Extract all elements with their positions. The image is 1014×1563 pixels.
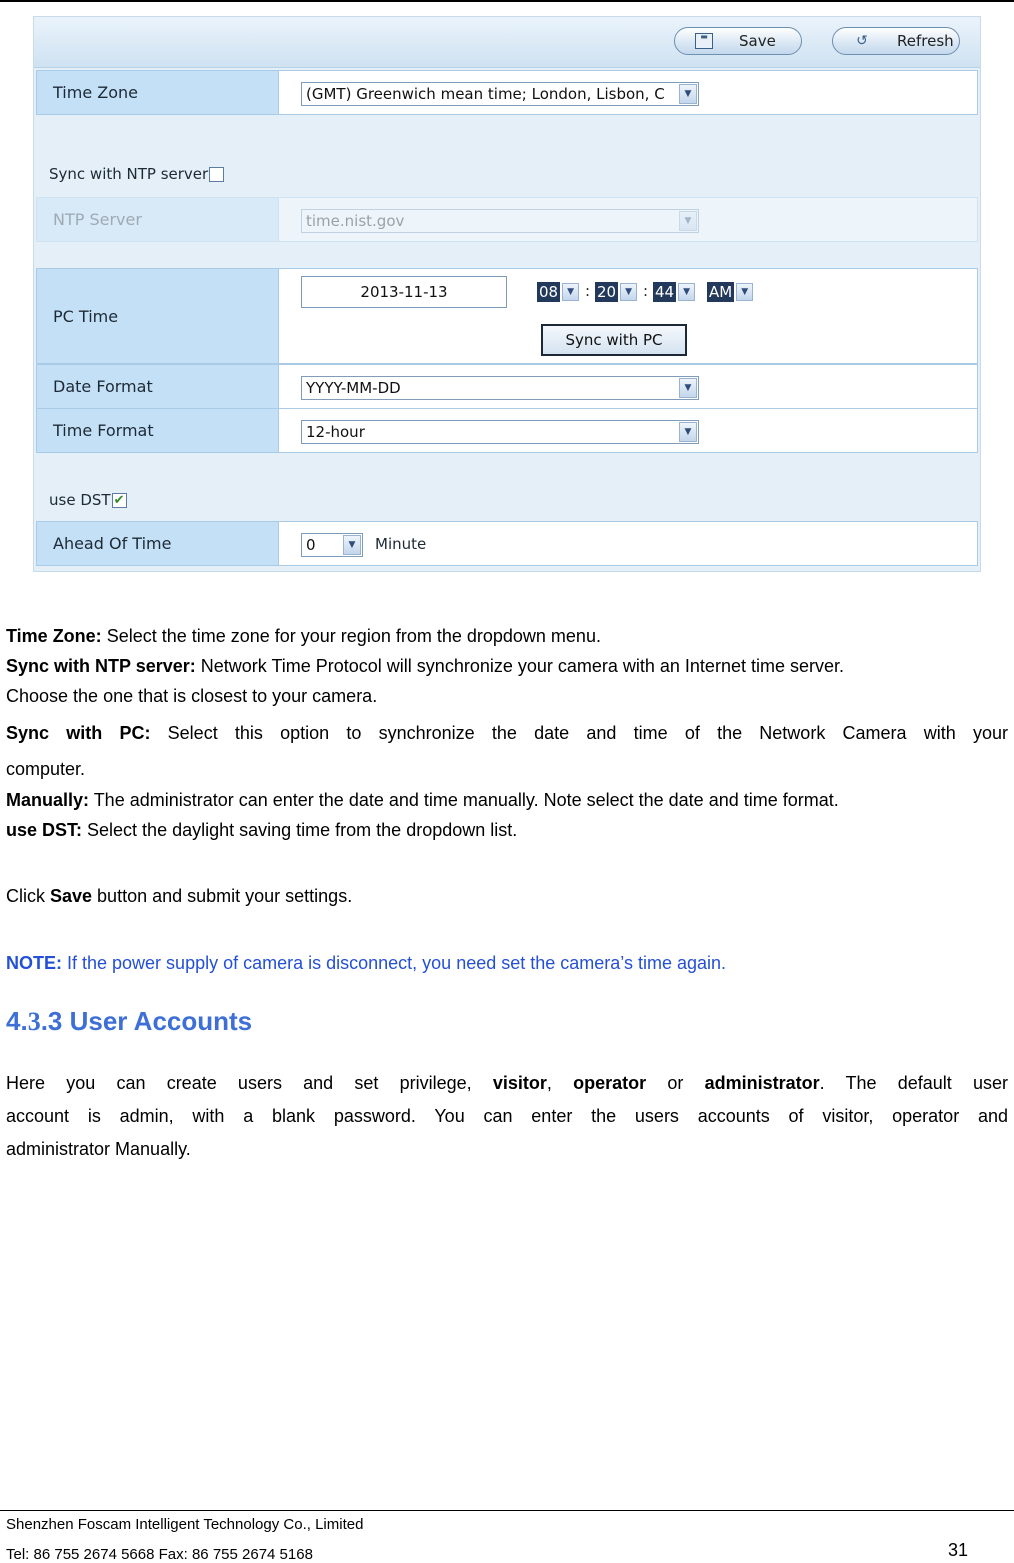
ahead-of-time-row [36, 521, 978, 566]
time-format-label: Time Format [37, 409, 279, 452]
heading-num-b: 3 [27, 1007, 41, 1036]
dst-term: use DST: [6, 820, 83, 840]
user-accounts-line-2: account is admin, with a blank password. You can enter the users accounts of visitor, operator and [6, 1106, 1008, 1126]
ua-text-1: Here you can create users and set privilege, [6, 1073, 493, 1093]
ua-admin: administrator [704, 1073, 820, 1093]
pc-paragraph [6, 721, 1008, 745]
ntp-paragraph-2: Choose the one that is closest to your camera. [6, 686, 378, 706]
chevron-down-icon: ▼ [679, 422, 697, 442]
pc-text: Select this option to synchronize the date and time of the Network Camera with your [150, 723, 1009, 743]
ua-visitor: visitor [492, 1073, 547, 1093]
time-zone-value: (GMT) Greenwich mean time; London, Lisbon, C [306, 85, 665, 103]
hour-value: 08 [539, 283, 559, 301]
ahead-of-time-label: Ahead Of Time [37, 522, 279, 565]
sync-ntp-label: Sync with NTP server [49, 165, 209, 183]
hour-select[interactable] [537, 281, 579, 303]
user-accounts-line-3: administrator Manually. [6, 1139, 191, 1159]
pc-term: Sync with PC: [6, 723, 151, 743]
note-paragraph [6, 951, 726, 975]
chevron-down-icon: ▼ [736, 283, 753, 301]
minute-select[interactable] [595, 281, 637, 303]
save-button-label: Save [739, 32, 776, 50]
pc-paragraph-2: computer. [6, 759, 86, 779]
manual-text: The administrator can enter the date and time manually. Note select the date and time format. [89, 790, 839, 810]
use-dst-row [49, 491, 127, 509]
ntp-text: Network Time Protocol will synchronize your camera with an Internet time server. [195, 656, 844, 676]
ntp-paragraph [6, 654, 844, 678]
chevron-down-icon: ▼ [620, 283, 637, 301]
click-pre: Click [6, 886, 50, 906]
ua-text-2: . The default user [819, 1073, 1008, 1093]
pc-time-label: PC Time [37, 269, 279, 363]
date-format-row [36, 364, 978, 409]
manual-term: Manually: [6, 790, 90, 810]
page-number: 31 [948, 1540, 969, 1560]
minute-value: 20 [597, 283, 617, 301]
user-accounts-line-1 [6, 1071, 1008, 1095]
manual-paragraph [6, 788, 839, 812]
toolbar [34, 17, 980, 68]
date-format-value: YYYY-MM-DD [306, 379, 401, 397]
pc-date-input[interactable]: 2013-11-13 [301, 276, 507, 308]
dst-paragraph [6, 818, 517, 842]
use-dst-checkbox[interactable]: ✔ [112, 493, 127, 508]
chevron-down-icon: ▼ [343, 535, 361, 555]
footer-rule [0, 1510, 1014, 1511]
date-format-select[interactable] [301, 376, 699, 400]
section-heading [6, 1006, 252, 1037]
chevron-down-icon: ▼ [679, 211, 697, 231]
heading-num-a: 4. [6, 1006, 28, 1036]
click-term: Save [50, 886, 93, 906]
refresh-button-label: Refresh [897, 32, 954, 50]
sync-with-pc-button[interactable]: Sync with PC [541, 324, 687, 356]
time-format-select[interactable] [301, 420, 699, 444]
time-separator: : [643, 282, 649, 300]
time-zone-select[interactable] [301, 82, 699, 106]
date-format-label: Date Format [37, 365, 279, 408]
minute-unit: Minute [375, 535, 427, 553]
ntp-server-value: time.nist.gov [306, 212, 405, 230]
note-text: If the power supply of camera is disconnect, you need set the camera’s time again. [62, 953, 727, 973]
heading-rest: .3 User Accounts [40, 1006, 253, 1036]
save-icon: ▬ [695, 33, 713, 49]
tz-text: Select the time zone for your region from the dropdown menu. [101, 626, 601, 646]
ntp-server-row [36, 197, 978, 242]
time-zone-label: Time Zone [37, 71, 279, 114]
tz-paragraph [6, 624, 601, 648]
time-format-row [36, 408, 978, 453]
click-post: button and submit your settings. [92, 886, 353, 906]
ua-or: or [646, 1073, 705, 1093]
chevron-down-icon: ▼ [679, 84, 697, 104]
use-dst-label: use DST [49, 491, 111, 509]
ntp-server-label: NTP Server [37, 198, 279, 241]
sync-ntp-checkbox[interactable] [209, 167, 224, 182]
ampm-select[interactable] [707, 281, 753, 303]
click-save-paragraph [6, 884, 352, 908]
ntp-server-select[interactable] [301, 209, 699, 233]
ua-operator: operator [573, 1073, 647, 1093]
chevron-down-icon: ▼ [562, 283, 579, 301]
top-rule [0, 0, 1014, 2]
save-button[interactable] [674, 27, 802, 55]
sync-ntp-row [49, 165, 224, 183]
ntp-term: Sync with NTP server: [6, 656, 196, 676]
time-zone-row [36, 70, 978, 115]
time-format-value: 12-hour [306, 423, 365, 441]
ua-comma: , [546, 1073, 574, 1093]
dst-text: Select the daylight saving time from the dropdown list. [82, 820, 518, 840]
footer-contact: Tel: 86 755 2674 5668 Fax: 86 755 2674 5168 [6, 1546, 313, 1563]
pc-time-row [36, 268, 978, 364]
tz-term: Time Zone: [6, 626, 102, 646]
refresh-icon: ↺ [856, 33, 868, 49]
settings-screenshot [33, 16, 981, 572]
ahead-of-time-select[interactable] [301, 533, 363, 557]
ahead-of-time-value: 0 [306, 536, 316, 554]
chevron-down-icon: ▼ [678, 283, 695, 301]
note-term: NOTE: [6, 953, 62, 973]
time-separator: : [585, 282, 591, 300]
footer-company: Shenzhen Foscam Intelligent Technology Co., Limited [6, 1516, 364, 1533]
ampm-value: AM [709, 283, 733, 301]
refresh-button[interactable] [832, 27, 960, 55]
second-select[interactable] [653, 281, 695, 303]
chevron-down-icon: ▼ [679, 378, 697, 398]
second-value: 44 [655, 283, 675, 301]
